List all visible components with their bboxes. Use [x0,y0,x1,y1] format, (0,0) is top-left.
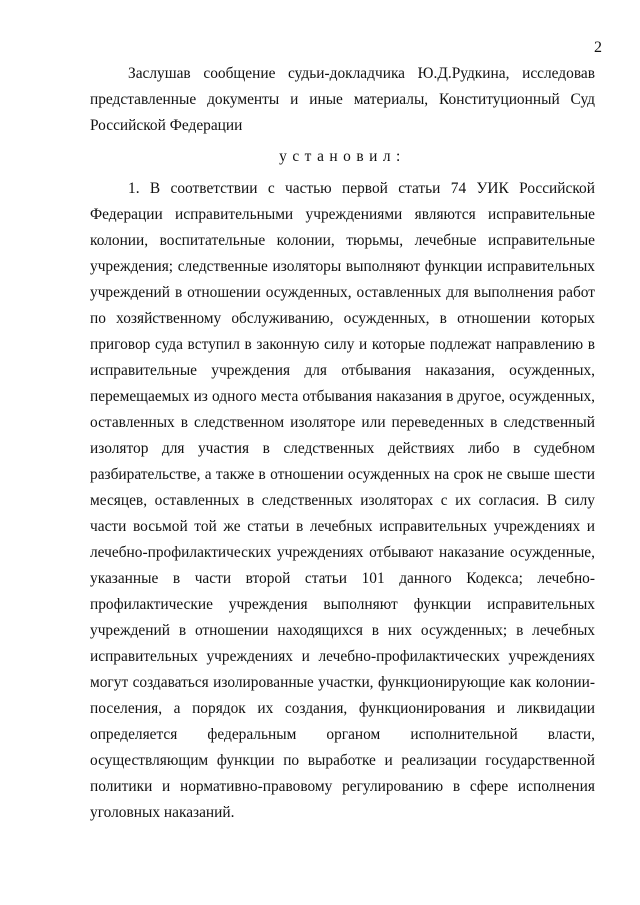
paragraph-1: 1. В соответствии с частью первой статьи 74 УИК Российской Федерации исправительными учреждениями являются исправительные колонии, воспитательные колонии, тюрьмы, лечебные исправительные учреждения; следственные изоляторы выполняют функции исправительных учреждений в отношении осужденных, оставленных для выполнения работ по хозяйственному обслуживанию, осужденных, в отношении которых приговор суда вступил в законную силу и которые подлежат направлению в исправительные учреждения для отбывания наказания, осужденных, перемещаемых из одного места отбывания наказания в другое, осужденных, оставленных в следственном изоляторе или переведенных в следственный изолятор для участия в следственных действиях либо в судебном разбирательстве, а также в отношении осужденных на срок не свыше шести месяцев, оставленных в следственных изоляторах с их согласия. В силу части восьмой той же статьи в лечебных исправительных учреждениях и лечебно-профилактических учреждениях отбывают наказание осужденные, указанные в части второй статьи 101 данного Кодекса; лечебно-профилактические учреждения выполняют функции исправительных учреждений в отношении находящихся в них осужденных; в лечебных исправительных учреждениях и лечебно-профилактических учреждениях могут создаваться изолированные участки, функционирующие как колонии-поселения, а порядок их создания, функционирования и ликвидации определяется федеральным органом исполнительной власти, осуществляющим функции по выработке и реализации государственной политики и нормативно-правовому регулированию в сфере исполнения уголовных наказаний. [90,180,595,821]
page-number: 2 [594,39,602,56]
section-heading: установил: [279,148,406,165]
intro-paragraph: Заслушав сообщение судьи-докладчика Ю.Д.Рудкина, исследовав представленные документы и иные материалы, Конституционный Суд Российской Федерации [90,65,595,134]
